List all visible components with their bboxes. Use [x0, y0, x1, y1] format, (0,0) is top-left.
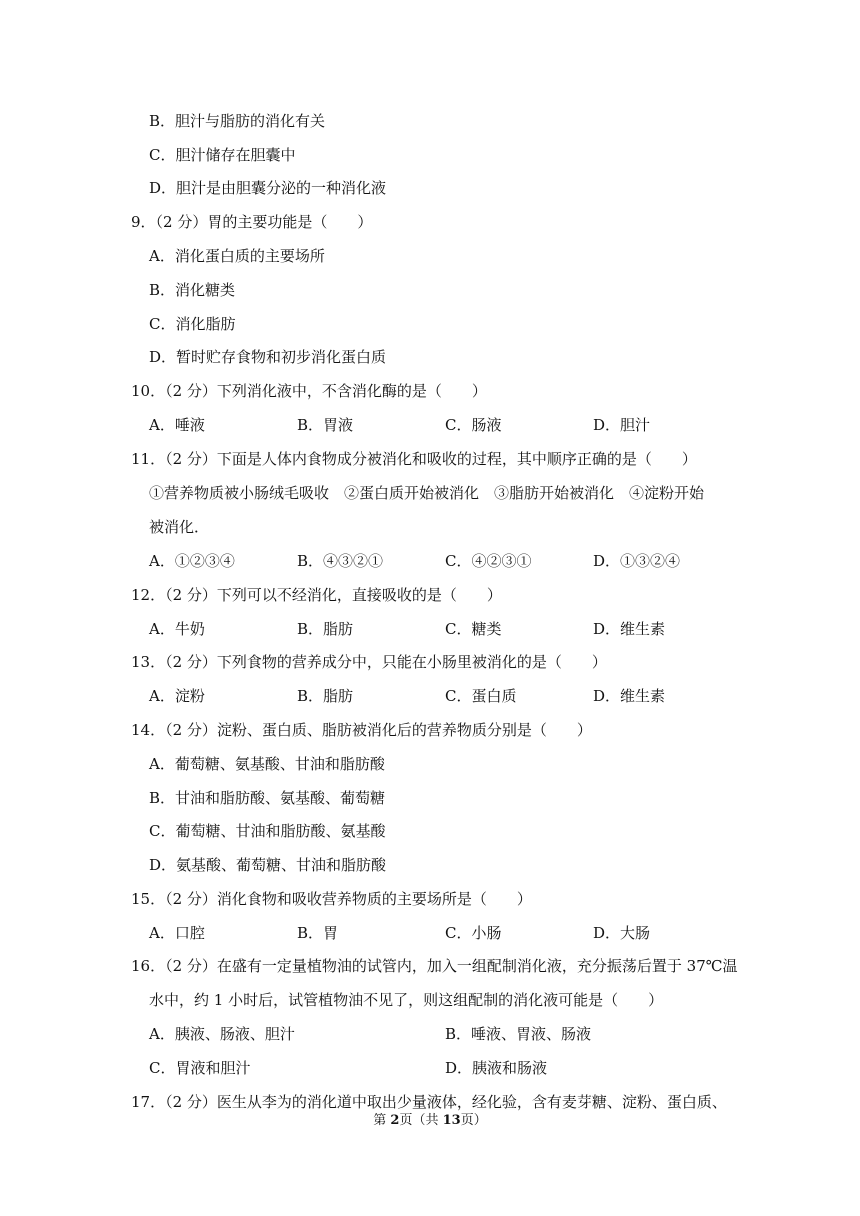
q13-option-c: C．蛋白质 — [445, 687, 517, 705]
q14-option-c: C．葡萄糖、甘油和脂肪酸、氨基酸 — [149, 822, 386, 840]
q16-option-c: C．胃液和胆汁 — [149, 1059, 251, 1077]
question-9: 9．（2 分）胃的主要功能是（ ） — [131, 213, 373, 231]
question-13: 13．（2 分）下列食物的营养成分中，只能在小肠里被消化的是（ ） — [131, 653, 607, 671]
q12-option-a: A．牛奶 — [149, 620, 205, 638]
q10-option-d: D．胆汁 — [593, 416, 651, 434]
question-17: 17．（2 分）医生从李为的消化道中取出少量液体，经化验，含有麦芽糖、淀粉、蛋白质、 — [131, 1093, 727, 1111]
q16-stem-cont: 水中，约 1 小时后，试管植物油不见了，则这组配制的消化液可能是（ ） — [149, 991, 664, 1009]
q11-option-d: D．①③②④ — [593, 552, 681, 570]
q14-option-b: B．甘油和脂肪酸、氨基酸、葡萄糖 — [149, 789, 386, 807]
q12-option-c: C．糖类 — [445, 620, 502, 638]
q11-option-c: C．④②③① — [445, 552, 532, 570]
q10-option-b: B．胃液 — [297, 416, 354, 434]
q9-option-a: A．消化蛋白质的主要场所 — [149, 247, 325, 265]
q11-statements-cont: 被消化． — [149, 518, 210, 536]
question-12: 12．（2 分）下列可以不经消化，直接吸收的是（ ） — [131, 586, 502, 604]
question-16: 16．（2 分）在盛有一定量植物油的试管内，加入一组配制消化液，充分振荡后置于 37℃温 — [131, 957, 738, 975]
q16-option-b: B．唾液、胃液、肠液 — [445, 1025, 592, 1043]
footer-prefix: 第 — [373, 1113, 391, 1128]
q13-option-a: A．淀粉 — [149, 687, 205, 705]
q13-option-b: B．脂肪 — [297, 687, 354, 705]
page-footer — [0, 1112, 860, 1130]
q8-option-d: D．胆汁是由胆囊分泌的一种消化液 — [149, 179, 387, 197]
q12-option-b: B．脂肪 — [297, 620, 354, 638]
q10-option-a: A．唾液 — [149, 416, 205, 434]
q10-option-c: C．肠液 — [445, 416, 502, 434]
q9-option-b: B．消化糖类 — [149, 281, 236, 299]
q11-option-b: B．④③②① — [297, 552, 384, 570]
question-15: 15．（2 分）消化食物和吸收营养物质的主要场所是（ ） — [131, 890, 532, 908]
q11-option-a: A．①②③④ — [149, 552, 235, 570]
q12-option-d: D．维生素 — [593, 620, 666, 638]
q11-statements: ①营养物质被小肠绒毛吸收 ②蛋白质开始被消化 ③脂肪开始被消化 ④淀粉开始 — [149, 484, 705, 502]
q14-option-a: A．葡萄糖、氨基酸、甘油和脂肪酸 — [149, 755, 385, 773]
q15-option-c: C．小肠 — [445, 924, 502, 942]
page-number: 2 — [390, 1113, 400, 1128]
q16-option-a: A．胰液、肠液、胆汁 — [149, 1025, 295, 1043]
footer-suffix: 页） — [460, 1113, 487, 1128]
q15-option-b: B．胃 — [297, 924, 339, 942]
q15-option-a: A．口腔 — [149, 924, 205, 942]
page-total: 13 — [442, 1113, 461, 1128]
question-10: 10．（2 分）下列消化液中，不含消化酶的是（ ） — [131, 382, 487, 400]
q14-option-d: D．氨基酸、葡萄糖、甘油和脂肪酸 — [149, 856, 387, 874]
footer-middle: 页（共 — [399, 1113, 443, 1128]
q9-option-d: D．暂时贮存食物和初步消化蛋白质 — [149, 348, 387, 366]
question-11: 11．（2 分）下面是人体内食物成分被消化和吸收的过程，其中顺序正确的是（ ） — [131, 450, 697, 468]
question-14: 14．（2 分）淀粉、蛋白质、脂肪被消化后的营养物质分别是（ ） — [131, 721, 592, 739]
q13-option-d: D．维生素 — [593, 687, 666, 705]
q15-option-d: D．大肠 — [593, 924, 651, 942]
q16-option-d: D．胰液和肠液 — [445, 1059, 548, 1077]
q8-option-b: B．胆汁与脂肪的消化有关 — [149, 112, 326, 130]
q9-option-c: C．消化脂肪 — [149, 315, 236, 333]
q8-option-c: C．胆汁储存在胆囊中 — [149, 146, 296, 164]
